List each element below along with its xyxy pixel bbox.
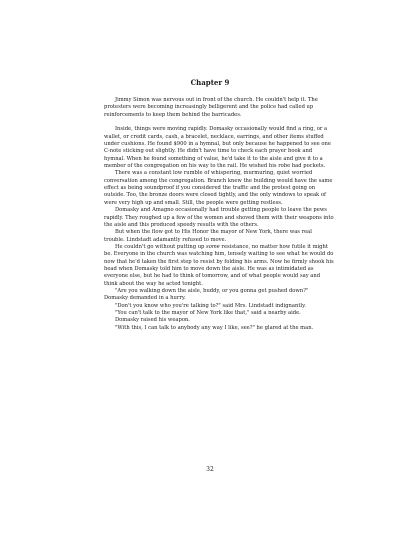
paragraph bbox=[104, 244, 334, 288]
page-number: 32 bbox=[206, 466, 214, 473]
emphasis-text: some bbox=[206, 243, 220, 250]
paragraph: There was a constant low rumble of whispering, murmuring, quiet worried conversation among the congregation. Branch knew the building would have the same effect as being soundproof if you considered the traffic and the protest going on outside. Too, the bronze doors were closed tightly, and the only windows to speak of were very high up and small. Still, the people were getting restless. bbox=[104, 170, 333, 206]
paragraph-text: He couldn't go without putting up bbox=[115, 243, 207, 250]
paragraph: Inside, things were moving rapidly. Domasky occasionally would find a ring, or a wallet, or credit cards, cash, a bracelet, necklace, earrings, and other items stuffed under cushions. He found $900 in a hymnal, but only because he happened to see one C-note sticking out slightly. He didn't have time to check each prayer book and hymnal. When he found something of value, he'd take it to the aisle and give it to a member of the congregation on his way to the rail. He wished his robe had pockets. bbox=[104, 126, 331, 170]
chapter-body bbox=[104, 97, 334, 332]
paragraph: "Are you walking down the aisle, buddy, or you gonna get pushed down?" Domasky demanded in a hurry. bbox=[104, 287, 309, 302]
paragraph: "Don't you know who you're talking to?" said Mrs. Lindstadt indignantly. bbox=[115, 302, 306, 309]
paragraph: "You can't talk to the mayor of New York like that," said a nearby aide. bbox=[115, 309, 301, 316]
paragraph: Domasky raised his weapon. bbox=[115, 317, 190, 324]
paragraph: Domasky and Amagno occasionally had trouble getting people to leave the pews rapidly. They roughed up a few of the women and shoved them with their weapons into the aisle and this produced speedy results with the others. bbox=[104, 207, 334, 228]
paragraph: Jimmy Simon was nervous out in front of the church. He couldn't help it. The protesters were becoming increasingly belligerent and the police had called up reinforcements to keep them behind the barricades. bbox=[104, 97, 318, 118]
paragraph-text: resistance, no matter how futile it might be. Everyone in the church was watching him, tensely waiting to see what he would do now that he'd taken the first step to resist by folding his arms. Now he firmly shook his head when Domasky told him to move down the aisle. He was as intimidated as everyone else, but he had to think of tomorrow, and of what people would say and think about the way he acted tonight. bbox=[104, 243, 334, 287]
paragraph: "With this, I can talk to anybody any way I like, see?" he glared at the man. bbox=[115, 324, 314, 331]
chapter-title: Chapter 9 bbox=[190, 78, 230, 87]
paragraph: But when the flow got to His Honor the mayor of New York, there was real trouble. Lindstadt adamantly refused to move. bbox=[104, 229, 312, 243]
